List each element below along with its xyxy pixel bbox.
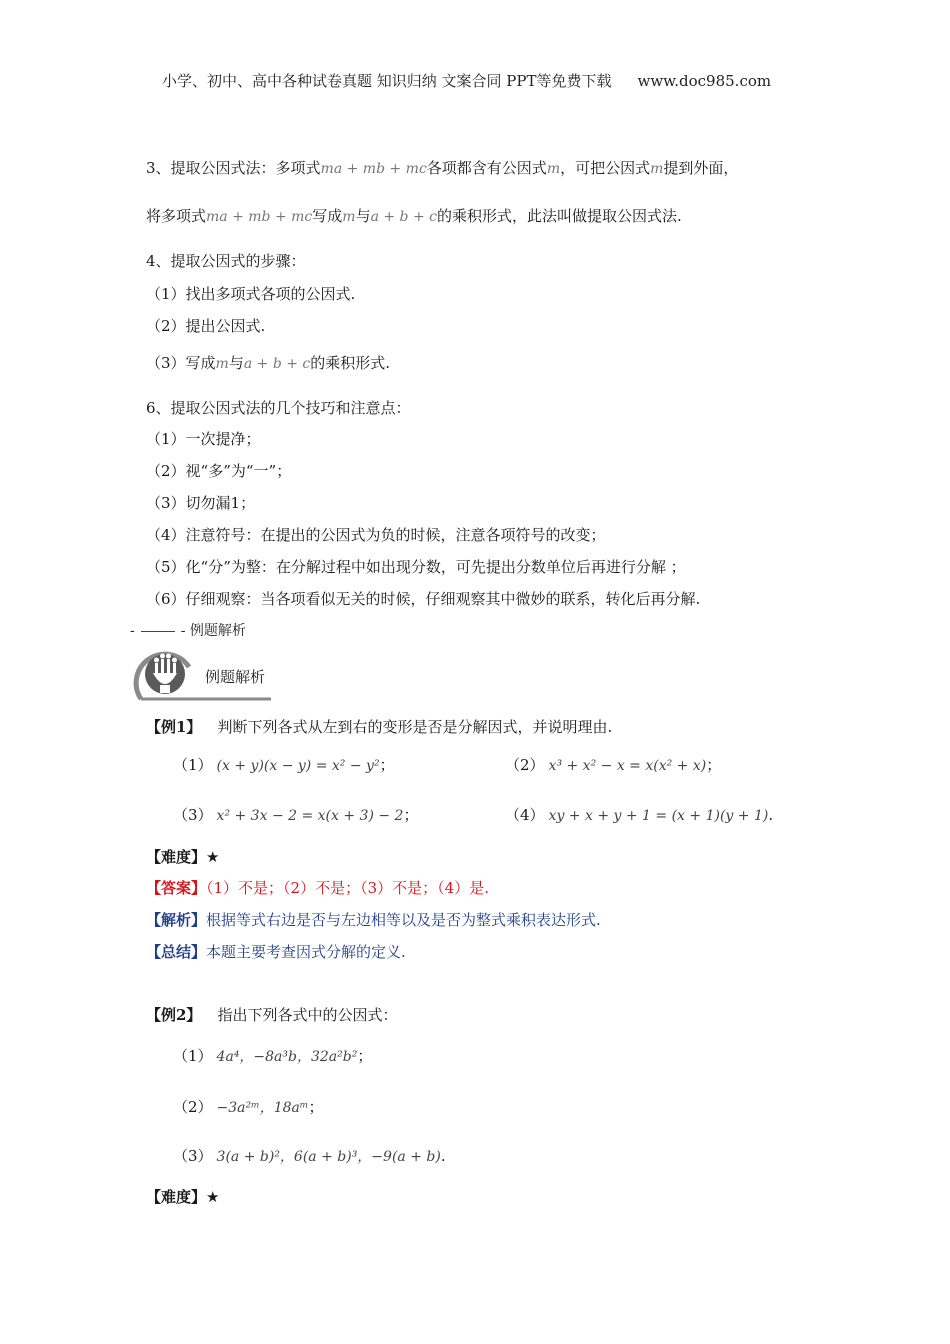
math-expression: xy + x + y + 1 = (x + 1)(y + 1)	[548, 808, 769, 824]
star-icon: ★	[206, 848, 220, 866]
sub-number: （4）	[505, 806, 545, 824]
banner-line	[141, 631, 175, 632]
example-1-question	[146, 716, 612, 737]
sub-number: （3）	[173, 806, 213, 824]
banner-dash-right: -	[180, 623, 186, 639]
banner-small-label: 例题解析	[189, 623, 246, 639]
punct: .	[768, 806, 774, 824]
page-header	[162, 70, 771, 91]
ex1-difficulty	[146, 846, 219, 867]
section-banner-small	[130, 620, 246, 640]
math: a + b + c	[370, 209, 437, 225]
section-6-item: （3）切勿漏1；	[146, 494, 256, 512]
ex1-analysis	[146, 909, 601, 930]
math: a + b + c	[243, 356, 311, 372]
ex1-summary	[146, 941, 406, 962]
math: m	[215, 356, 229, 372]
math-expression: (x + y)(x − y) = x² − y²	[216, 758, 380, 774]
example-tag: 【例1】	[146, 718, 202, 736]
punct: ；	[379, 756, 395, 774]
ex1-subquestion-4	[505, 804, 773, 825]
analysis-label: 【解析】	[146, 911, 207, 929]
math: m	[650, 161, 664, 177]
section-3-line-2	[146, 205, 682, 226]
punct: ；	[357, 1047, 373, 1065]
text: 各项都含有公因式	[426, 159, 547, 177]
section-6-item: （6）仔细观察：当各项看似无关的时候，仔细观察其中微妙的联系，转化后再分解.	[146, 590, 701, 608]
section-4-step-1: （1）找出多项式各项的公因式.	[146, 285, 356, 303]
punct: ；	[308, 1098, 324, 1116]
ex2-subquestion-3	[173, 1145, 446, 1166]
ex2-subquestion-1	[173, 1045, 372, 1066]
summary-label: 【总结】	[146, 943, 207, 961]
section-4-step-2: （2）提出公因式.	[146, 317, 266, 335]
section-3-line-1	[146, 157, 738, 178]
math-expression: 4a⁴，−8a³b，32a²b²	[216, 1049, 358, 1065]
math: ma + mb + mc	[320, 161, 427, 177]
sub-number: （3）	[173, 1147, 213, 1165]
sub-number: （1）	[173, 756, 213, 774]
ex1-subquestion-1	[173, 754, 395, 775]
ex2-subquestion-2	[173, 1096, 324, 1117]
banner-dash-left: -	[130, 623, 135, 639]
answer-label: 【答案】	[146, 879, 207, 897]
answer-text: （1）不是；（2）不是；（3）不是；（4）是.	[206, 879, 489, 897]
question-text: 判断下列各式从左到右的变形是否是分解因式，并说明理由.	[217, 718, 613, 736]
section-6-item: （2）视“多”为“一”；	[146, 462, 292, 480]
text: 的乘积形式，此法叫做提取公因式法.	[437, 207, 682, 225]
header-text: 小学、初中、高中各种试卷真题 知识归纳 文案合同 PPT等免费下载	[162, 72, 612, 90]
punct: ；	[706, 756, 722, 774]
text: （3）写成	[146, 354, 216, 372]
math-expression: −3a²ᵐ，18aᵐ	[216, 1100, 309, 1116]
math-expression: 3(a + b)²，6(a + b)³，−9(a + b)	[216, 1149, 441, 1165]
punct: .	[440, 1147, 446, 1165]
sub-number: （2）	[505, 756, 545, 774]
section-6-item: （1）一次提净；	[146, 430, 261, 448]
example-banner	[133, 643, 273, 703]
ex1-answer	[146, 877, 489, 898]
text: 写成	[312, 207, 343, 225]
sub-number: （1）	[173, 1047, 213, 1065]
text: 与	[228, 354, 244, 372]
sub-number: （2）	[173, 1098, 213, 1116]
section-6-item: （4）注意符号：在提出的公因式为负的时候，注意各项符号的改变；	[146, 526, 606, 544]
math-expression: x³ + x² − x = x(x² + x)	[548, 758, 707, 774]
analysis-text: 根据等式右边是否与左边相等以及是否为整式乘积表达形式.	[206, 911, 601, 929]
punct: ；	[403, 806, 419, 824]
example-tag: 【例2】	[146, 1006, 202, 1024]
text: 提到外面，	[663, 159, 739, 177]
ex1-subquestion-3	[173, 804, 418, 825]
section-6-item: （5）化“分”为整：在分解过程中如出现分数，可先提出分数单位后再进行分解 ；	[146, 558, 686, 576]
section-6-title: 6、提取公因式法的几个技巧和注意点：	[146, 399, 411, 417]
ex1-subquestion-2	[505, 754, 721, 775]
banner-label: 例题解析	[205, 668, 266, 686]
difficulty-label: 【难度】	[146, 1188, 207, 1206]
section-4-title: 4、提取公因式的步骤：	[146, 252, 306, 270]
math-expression: x² + 3x − 2 = x(x + 3) − 2	[216, 808, 404, 824]
example-2-question	[146, 1004, 397, 1025]
text: 与	[355, 207, 371, 225]
section-4-step-3	[146, 352, 390, 373]
ex2-difficulty	[146, 1186, 219, 1207]
math: m	[546, 161, 561, 177]
text: ，可把公因式	[560, 159, 651, 177]
math: m	[342, 209, 356, 225]
text: 3、提取公因式法：多项式	[146, 159, 321, 177]
text: 的乘积形式.	[310, 354, 391, 372]
question-text: 指出下列各式中的公因式：	[217, 1006, 398, 1024]
difficulty-label: 【难度】	[146, 848, 207, 866]
star-icon: ★	[206, 1188, 220, 1206]
header-url[interactable]: www.doc985.com	[637, 72, 772, 90]
text: 将多项式	[146, 207, 207, 225]
summary-text: 本题主要考查因式分解的定义.	[206, 943, 406, 961]
math: ma + mb + mc	[206, 209, 313, 225]
